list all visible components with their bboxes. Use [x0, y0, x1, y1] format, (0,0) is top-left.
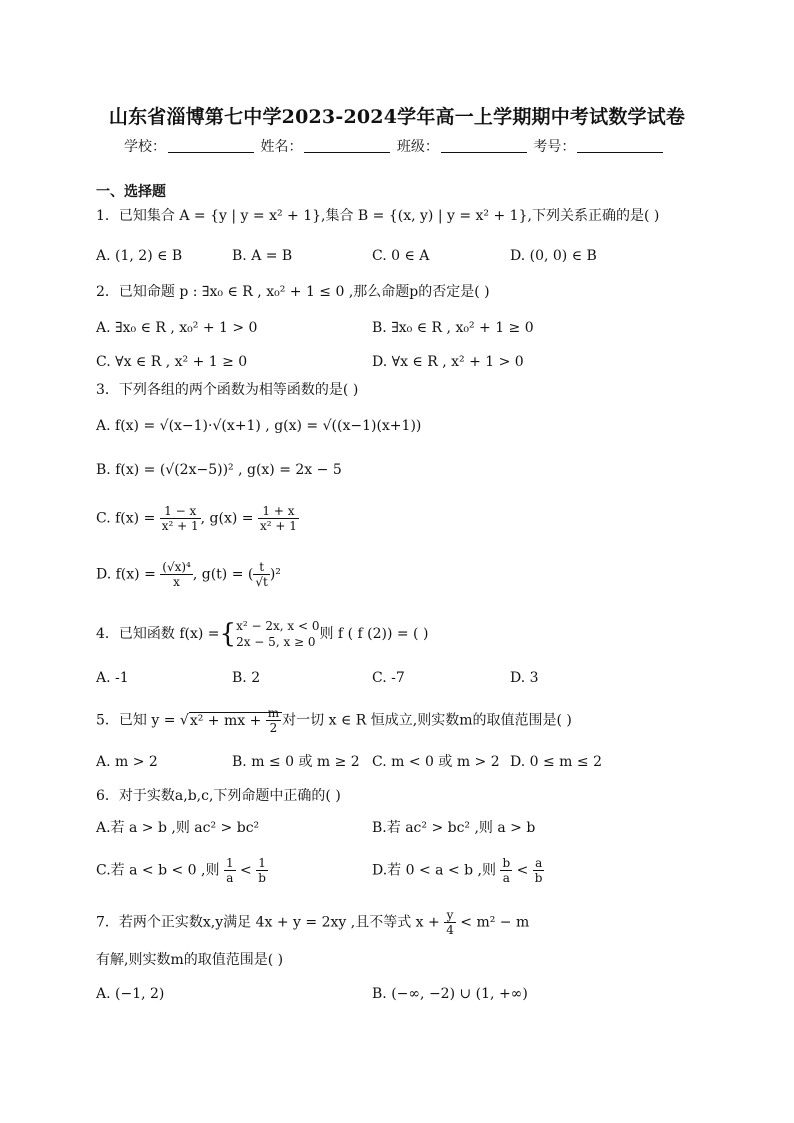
q4-stem-suffix: 则 f ( f (2)) = ( ): [319, 626, 429, 642]
number-label: 考号：: [533, 139, 576, 155]
q5-option-d: D. 0 ≤ m ≤ 2: [510, 754, 602, 770]
q3d-f-fraction: [160, 560, 193, 589]
q5-option-b: B. m ≤ 0 或 m ≥ 2: [232, 754, 360, 770]
q1-option-c: C. 0 ∈ A: [372, 248, 430, 264]
question-7-stem: [96, 908, 529, 937]
q4-option-a: A. -1: [96, 670, 129, 686]
q4-cases: [236, 618, 319, 650]
q6-option-d: [372, 856, 544, 885]
q3c-g-fraction: [258, 504, 299, 533]
q1-option-b: B. A = B: [232, 248, 293, 264]
q3c-f-fraction: [160, 504, 201, 533]
class-blank: [441, 139, 527, 153]
q3c-prefix: C. f(x) =: [96, 510, 156, 527]
q5-sqrt-sign: √: [179, 712, 189, 729]
q3d-mid: , g(t) = (: [192, 566, 254, 583]
question-1-stem: 1．已知集合 A = {y | y = x² + 1},集合 B = {(x, y) | y = x² + 1},下列关系正确的是( ): [96, 208, 660, 224]
name-blank: [304, 139, 390, 153]
q3d-f-den: x: [173, 575, 180, 589]
class-label: 班级：: [396, 139, 439, 155]
q6c-fraction-2: [256, 856, 268, 885]
q6d-num-2: a: [533, 856, 545, 871]
q6c-lt: <: [240, 862, 252, 879]
q3c-g-num: 1 + x: [258, 504, 299, 519]
q3d-f-num: (√x)⁴: [162, 560, 191, 574]
q3-option-c: [96, 504, 299, 533]
q6d-den-1: a: [502, 871, 510, 885]
name-label: 姓名：: [260, 139, 303, 155]
q6d-den-2: b: [534, 871, 543, 885]
q3d-prefix: D. f(x) =: [96, 566, 156, 583]
q6-option-b: B.若 ac² > bc² ,则 a > b: [372, 820, 536, 836]
question-6-stem: 6．对于实数a,b,c,下列命题中正确的( ): [96, 788, 341, 804]
q2-option-a: A. ∃x₀ ∈ R , x₀² + 1 > 0: [96, 320, 258, 336]
q6c-fraction-1: [224, 856, 236, 885]
q4-option-d: D. 3: [510, 670, 539, 686]
q6-option-a: A.若 a > b ,则 ac² > bc²: [96, 820, 260, 836]
q4-case-2: 2x − 5, x ≥ 0: [236, 635, 316, 649]
q6d-prefix: D.若 0 < a < b ,则: [372, 862, 497, 879]
section-heading: 一、选择题: [96, 184, 166, 200]
question-4-stem: [96, 618, 428, 650]
q3c-f-num: 1 − x: [160, 504, 201, 519]
q6c-num-2: 1: [256, 856, 268, 871]
q6c-den-1: a: [226, 871, 234, 885]
q7-option-a: A. (−1, 2): [96, 986, 165, 1002]
q4-brace: {: [219, 619, 237, 649]
q1-option-a: A. (1, 2) ∈ B: [96, 248, 183, 264]
q6d-fraction-1: [500, 856, 512, 885]
school-label: 学校：: [124, 139, 166, 155]
q3c-f-den: x² + 1: [161, 519, 199, 533]
q3c-g-den: x² + 1: [259, 519, 297, 533]
q1-option-d: D. (0, 0) ∈ B: [510, 248, 597, 264]
q6-option-c: [96, 856, 268, 885]
q6d-lt: <: [516, 862, 529, 879]
q5-radicand: [189, 706, 282, 735]
q7-stem-suffix: < m² − m: [460, 914, 530, 931]
student-info-row: [124, 136, 665, 156]
q5-option-a: A. m > 2: [96, 754, 158, 770]
q3-option-b: B. f(x) = (√(2x−5))² , g(x) = 2x − 5: [96, 462, 342, 478]
q6d-num-1: b: [502, 856, 511, 870]
q5-option-c: C. m < 0 或 m > 2: [372, 754, 500, 770]
q4-stem-prefix: 4．已知函数 f(x) =: [96, 626, 220, 642]
page-title: 山东省淄博第七中学2023-2024学年高一上学期期中考试数学试卷: [108, 106, 686, 128]
question-3-stem: 3．下列各组的两个函数为相等函数的是( ): [96, 382, 359, 398]
q5-frac-num: m: [267, 706, 280, 720]
q2-option-c: C. ∀x ∈ R , x² + 1 ≥ 0: [96, 354, 248, 370]
school-blank: [168, 139, 254, 153]
q5-stem-prefix: 5．已知 y =: [96, 712, 176, 729]
question-5-stem: [96, 706, 572, 735]
q3-option-d: [96, 560, 281, 589]
q3c-mid: , g(x) =: [200, 510, 254, 527]
q2-option-d: D. ∀x ∈ R , x² + 1 > 0: [372, 354, 524, 370]
q6c-num-1: 1: [225, 856, 234, 870]
q7-frac-num: y: [444, 908, 456, 923]
q7-frac-den: 4: [446, 923, 454, 937]
q6c-den-2: b: [258, 871, 266, 885]
q6c-prefix: C.若 a < b < 0 ,则: [96, 862, 220, 879]
q3d-g-fraction: [253, 560, 269, 589]
q3d-g-num: t: [253, 560, 269, 575]
q5-frac-den: 2: [269, 721, 278, 735]
number-blank: [577, 139, 663, 153]
q4-option-b: B. 2: [232, 670, 261, 686]
q5-radicand-pre: x² + mx +: [189, 712, 262, 729]
q5-fraction: [266, 706, 281, 735]
question-7-stem-line2: 有解,则实数m的取值范围是( ): [96, 952, 284, 968]
q7-option-b: B. (−∞, −2) ∪ (1, +∞): [372, 986, 528, 1002]
q4-option-c: C. -7: [372, 670, 405, 686]
q3-option-a: A. f(x) = √(x−1)·√(x+1) , g(x) = √((x−1)(x+1)): [96, 418, 422, 434]
q3d-end: )²: [269, 566, 281, 583]
question-2-stem: 2．已知命题 p : ∃x₀ ∈ R , x₀² + 1 ≤ 0 ,那么命题p的否定是( ): [96, 284, 490, 300]
q4-case-1: x² − 2x, x < 0: [236, 619, 320, 633]
q5-stem-suffix: 对一切 x ∈ R 恒成立,则实数m的取值范围是( ): [282, 712, 572, 729]
q7-stem-prefix: 7．若两个正实数x,y满足 4x + y = 2xy ,且不等式 x +: [96, 914, 440, 931]
q6d-fraction-2: [533, 856, 545, 885]
q3d-g-den: √t: [255, 575, 268, 589]
q7-fraction: [444, 908, 456, 937]
q2-option-b: B. ∃x₀ ∈ R , x₀² + 1 ≥ 0: [372, 320, 534, 336]
